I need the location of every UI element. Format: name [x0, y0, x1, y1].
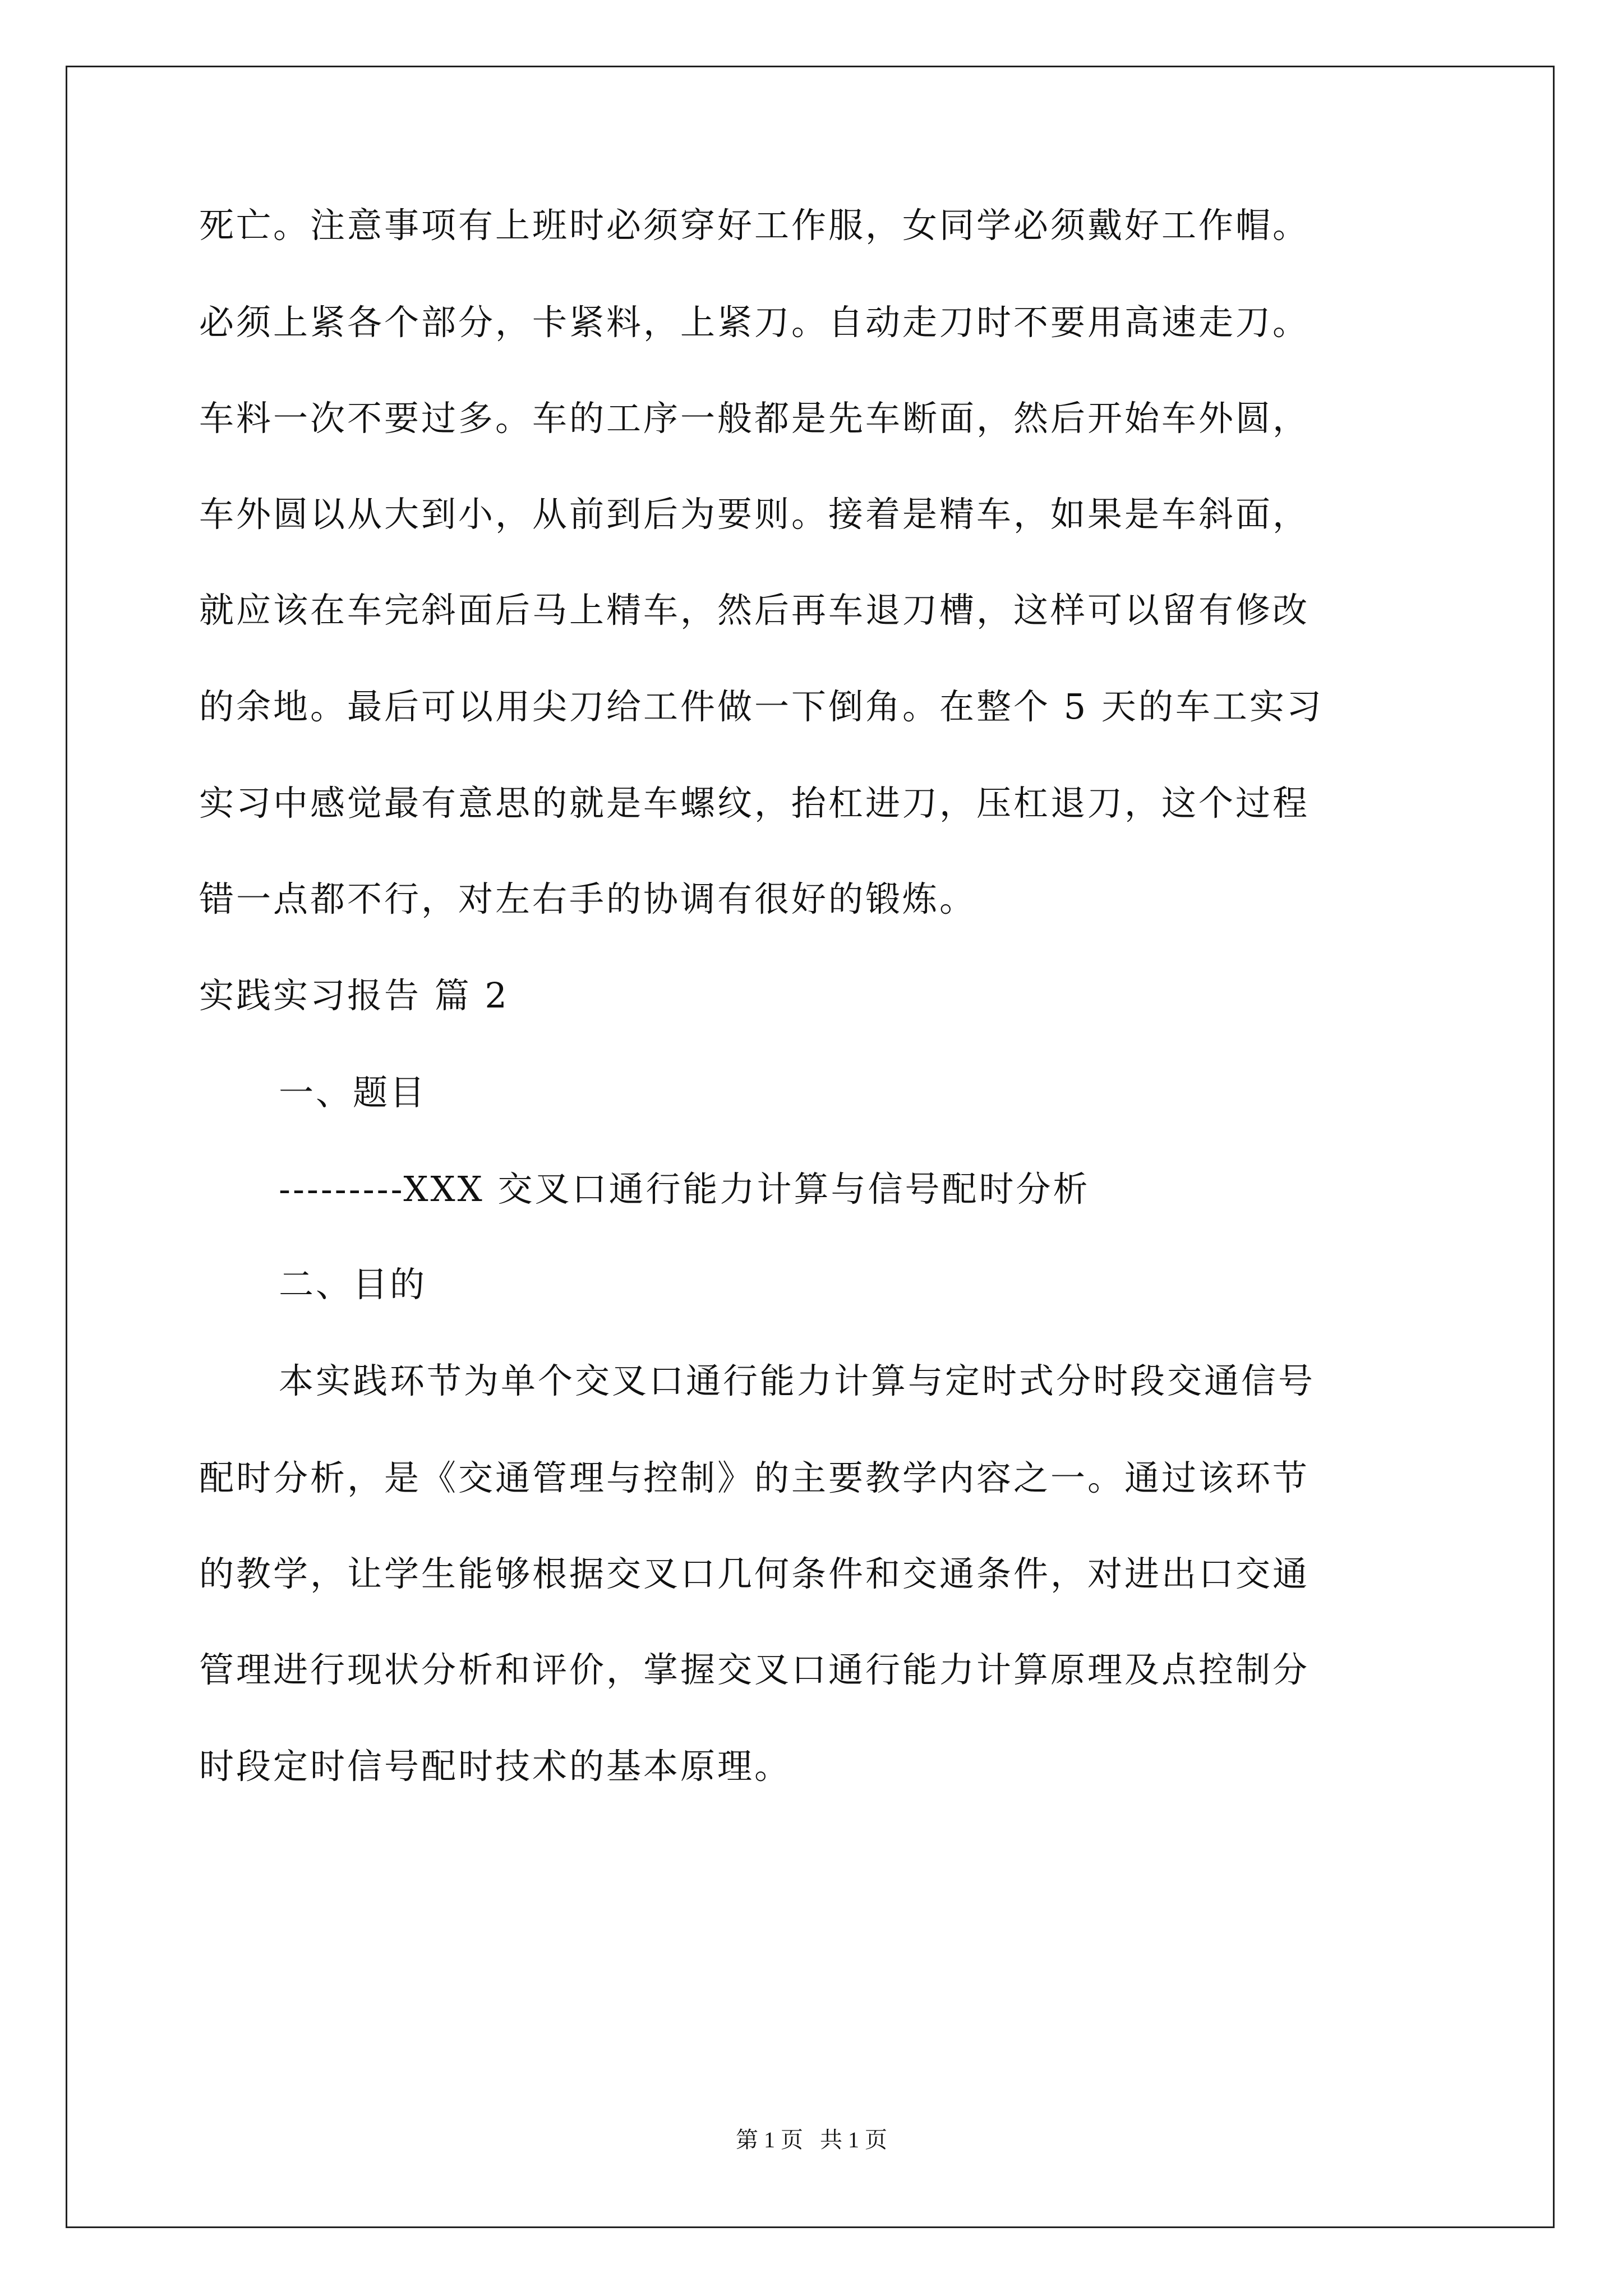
- paragraph-line: 时段定时信号配时技术的基本原理。: [199, 1746, 792, 1787]
- paragraph-line: 配时分析，是《交通管理与控制》的主要教学内容之一。通过该环节: [199, 1457, 1310, 1498]
- paragraph-line: 必须上紧各个部分，卡紧料，上紧刀。自动走刀时不要用高速走刀。: [199, 302, 1310, 343]
- paragraph-line: 的教学，让学生能够根据交叉口几何条件和交通条件，对进出口交通: [199, 1553, 1310, 1594]
- paragraph-line: 错一点都不行，对左右手的协调有很好的锻炼。: [199, 878, 977, 919]
- topic-title: ---------XXX 交叉口通行能力计算与信号配时分析: [279, 1168, 1090, 1209]
- page-border: [66, 66, 1555, 2228]
- paragraph-line: 车外圆以从大到小，从前到后为要则。接着是精车，如果是车斜面，: [199, 494, 1310, 535]
- paragraph-line: 实习中感觉最有意思的就是车螺纹，抬杠进刀，压杠退刀，这个过程: [199, 783, 1310, 823]
- paragraph-line: 车料一次不要过多。车的工序一般都是先车断面，然后开始车外圆，: [199, 398, 1310, 439]
- paragraph-line: 的余地。最后可以用尖刀给工件做一下倒角。在整个 5 天的车工实习: [199, 686, 1324, 727]
- paragraph-line: 管理进行现状分析和评价，掌握交叉口通行能力计算原理及点控制分: [199, 1649, 1310, 1690]
- paragraph-line: 本实践环节为单个交叉口通行能力计算与定时式分时段交通信号: [279, 1360, 1316, 1401]
- section-heading: 实践实习报告 篇 2: [199, 975, 509, 1016]
- page-footer: 第 1 页 共 1 页: [736, 2127, 887, 2152]
- paragraph-line: 就应该在车完斜面后马上精车，然后再车退刀槽，这样可以留有修改: [199, 590, 1310, 631]
- subheading-purpose: 二、目的: [279, 1264, 427, 1305]
- subheading-topic: 一、题目: [279, 1072, 427, 1113]
- paragraph-line: 死亡。注意事项有上班时必须穿好工作服，女同学必须戴好工作帽。: [199, 205, 1310, 246]
